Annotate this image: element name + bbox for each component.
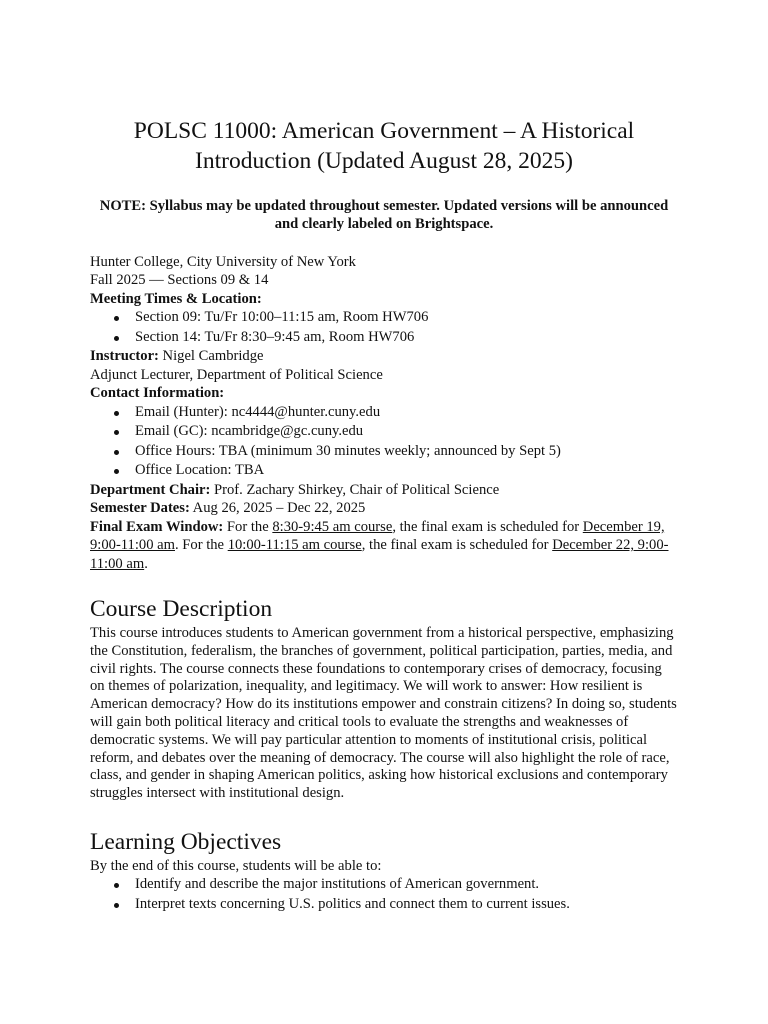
final-text: , the final exam is scheduled for (361, 537, 553, 554)
dates-label: Semester Dates: (90, 500, 190, 517)
instructor-title: Adjunct Lecturer, Department of Political Science (90, 366, 383, 383)
final-date-1: December 19, 9:00-11:00 am (90, 518, 665, 554)
contact-heading (90, 384, 678, 402)
objectives-intro: By the end of this course, students will be able to: (90, 858, 382, 874)
final-exam-label: Final Exam Window: (90, 518, 224, 535)
course-description-text: This course introduces students to American government from a historical perspective, emphasizing the Constitution, federalism, the branches of government, political participation, parties, media, and civil rights. The course connects these foundations to contemporary crises of democracy, focusing on themes of polarization, inequality, and legitimacy. We will work to answer: How resilient is American democracy? How do its institutions empower and constrain citizens? In doing so, students will gain both political literacy and critical tools to evaluate the strengths and weaknesses of democratic systems. We will pay particular attention to moments of institutional crisis, political reform, and debates over the meaning of democracy. The course will also highlight the role of race, class, and gender in shaping American politics, asking how historical exclusions and contemporary struggles intersect with institutional design. (90, 625, 677, 802)
list-item: Interpret texts concerning U.S. politics and connect them to current issues. (135, 895, 678, 915)
term-line: Fall 2025 — Sections 09 & 14 (90, 272, 269, 289)
contact-list (90, 403, 678, 481)
chair-label: Department Chair: (90, 482, 211, 498)
list-item: Email (Hunter): nc4444@hunter.cuny.edu (135, 403, 678, 423)
title-line-2: Introduction (Updated August 28, 2025) (195, 148, 573, 174)
final-text: . (144, 555, 148, 572)
final-date-2: December 22, 9:00-11:00 am (90, 537, 669, 572)
list-item: Section 09: Tu/Fr 10:00–11:15 am, Room HW706 (135, 308, 678, 328)
learning-objectives-body (90, 857, 678, 915)
final-text: , the final exam is scheduled for (392, 518, 583, 535)
instructor-label: Instructor: (90, 348, 159, 365)
meeting-heading (90, 290, 678, 308)
document-title (90, 116, 678, 176)
contact-label: Contact Information: (90, 385, 225, 402)
chair-value: Prof. Zachary Shirkey, Chair of Political Science (210, 482, 500, 498)
instructor-name: Nigel Cambridge (158, 348, 264, 365)
institution-line: Hunter College, City University of New York (90, 254, 356, 270)
course-description-heading: Course Description (90, 596, 273, 622)
learning-objectives-heading: Learning Objectives (90, 829, 282, 855)
list-item: Identify and describe the major institutions of American government. (135, 875, 678, 895)
list-item: Section 14: Tu/Fr 8:30–9:45 am, Room HW706 (135, 328, 678, 348)
meeting-list (90, 308, 678, 347)
instructor-line (90, 347, 678, 365)
course-info-block (90, 253, 678, 573)
list-item: Office Hours: TBA (minimum 30 minutes weekly; announced by Sept 5) (135, 442, 678, 462)
title-line-1: POLSC 11000: American Government – A Historical (133, 118, 635, 144)
final-course-1: 8:30-9:45 am course (272, 518, 393, 535)
note-line-2: and clearly labeled on Brightspace. (274, 216, 494, 232)
chair-line (90, 481, 678, 499)
final-course-2: 10:00-11:15 am course (227, 537, 362, 554)
semester-dates-line (90, 499, 678, 517)
objectives-list (90, 875, 678, 914)
list-item: Office Location: TBA (135, 461, 678, 481)
final-text: For the (223, 518, 273, 535)
final-text: . For the (174, 537, 228, 554)
note-line-1: NOTE: Syllabus may be updated throughout semester. Updated versions will be announced (99, 198, 669, 214)
dates-value: Aug 26, 2025 – Dec 22, 2025 (189, 500, 366, 517)
meeting-label: Meeting Times & Location: (90, 290, 262, 307)
final-exam-line (90, 518, 678, 573)
syllabus-update-note (90, 197, 678, 233)
list-item: Email (GC): ncambridge@gc.cuny.edu (135, 422, 678, 442)
